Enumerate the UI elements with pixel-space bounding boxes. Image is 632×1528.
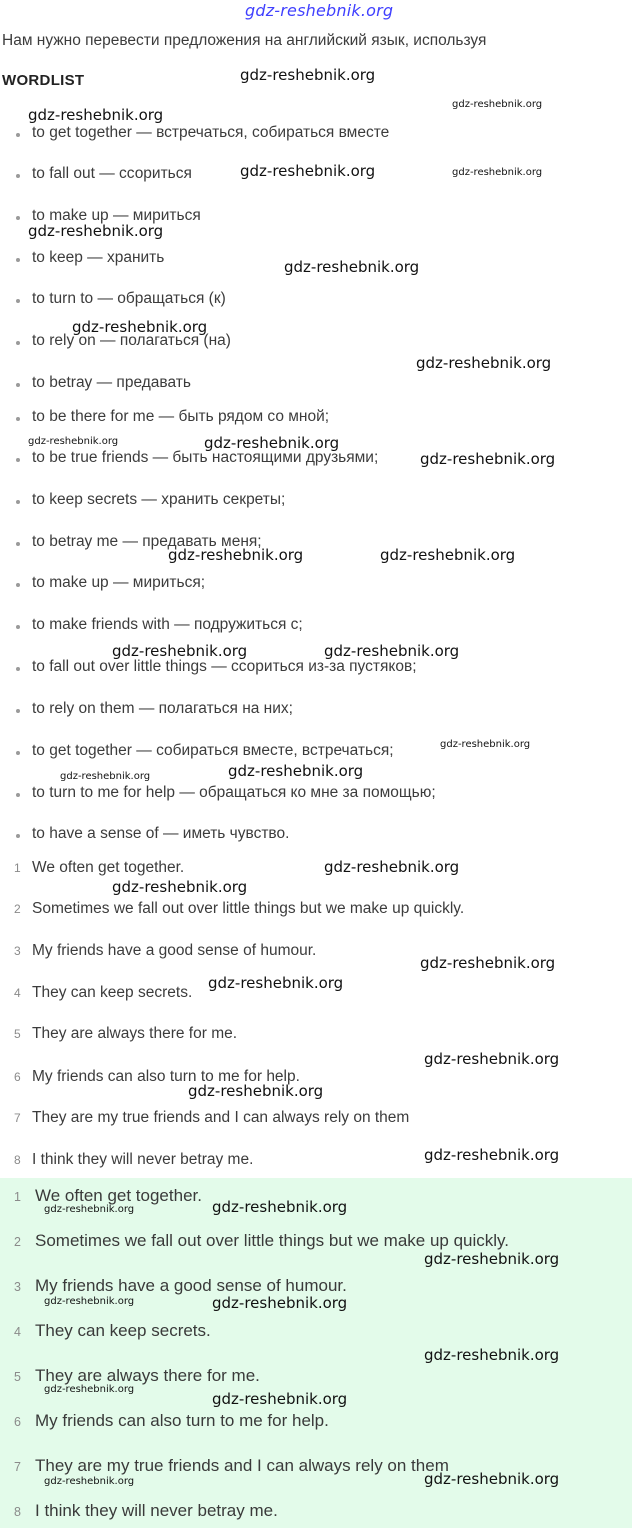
watermark: gdz-reshebnik.org bbox=[72, 318, 208, 336]
watermark: gdz-reshebnik.org bbox=[452, 99, 543, 110]
bullet-icon bbox=[16, 216, 20, 220]
bullet-icon bbox=[16, 133, 20, 137]
wordlist-item: to rely on — полагаться (на) bbox=[16, 330, 231, 352]
watermark: gdz-reshebnik.org bbox=[420, 450, 556, 468]
wordlist-item: to be true friends — быть настоящими друзьями; bbox=[16, 447, 378, 469]
watermark: gdz-reshebnik.org bbox=[380, 546, 516, 564]
watermark: gdz-reshebnik.org bbox=[424, 1146, 560, 1164]
answer-item: 2 Sometimes we fall out over little things but we make up quickly. bbox=[14, 1231, 510, 1250]
watermark: gdz-reshebnik.org bbox=[240, 66, 376, 84]
sentence-item: 5 They are always there for me. bbox=[14, 1025, 238, 1042]
watermark: gdz-reshebnik.org bbox=[44, 1204, 135, 1215]
wordlist-item: to make friends with — подружиться с; bbox=[16, 614, 303, 636]
bullet-icon bbox=[16, 667, 20, 671]
sentence-item: 6 My friends can also turn to me for help. bbox=[14, 1068, 300, 1085]
wordlist-item: to make up — мириться; bbox=[16, 572, 205, 594]
watermark: gdz-reshebnik.org bbox=[424, 1050, 560, 1068]
watermark: gdz-reshebnik.org bbox=[204, 434, 340, 452]
watermark: gdz-reshebnik.org bbox=[324, 858, 460, 876]
watermark: gdz-reshebnik.org bbox=[112, 642, 248, 660]
answer-item: 4 They can keep secrets. bbox=[14, 1321, 211, 1340]
watermark: gdz-reshebnik.org bbox=[452, 167, 543, 178]
bullet-icon bbox=[16, 299, 20, 303]
wordlist-item: to make up — мириться bbox=[16, 205, 201, 227]
watermark: gdz-reshebnik.org bbox=[60, 771, 151, 782]
wordlist-item: to turn to me for help — обращаться ко мне за помощью; bbox=[16, 782, 436, 804]
answer-item: 7 They are my true friends and I can always rely on them bbox=[14, 1456, 449, 1475]
sentence-item: 3 My friends have a good sense of humour. bbox=[14, 942, 317, 959]
sentence-item: 4 They can keep secrets. bbox=[14, 984, 193, 1001]
wordlist-item: to fall out — ссориться bbox=[16, 163, 192, 185]
sentence-item: 7 They are my true friends and I can always rely on them bbox=[14, 1109, 410, 1126]
answer-item: 1 We often get together. bbox=[14, 1186, 202, 1205]
intro-text: Нам нужно перевести предложения на английский язык, используя bbox=[2, 32, 487, 49]
watermark: gdz-reshebnik.org bbox=[44, 1476, 135, 1487]
watermark: gdz-reshebnik.org bbox=[44, 1384, 135, 1395]
wordlist-item: to rely on them — полагаться на них; bbox=[16, 698, 293, 720]
watermark: gdz-reshebnik.org bbox=[420, 954, 556, 972]
wordlist-item: to turn to — обращаться (к) bbox=[16, 288, 226, 310]
sentence-item: 2 Sometimes we fall out over little things but we make up quickly. bbox=[14, 900, 465, 917]
watermark: gdz-reshebnik.org bbox=[284, 258, 420, 276]
watermark: gdz-reshebnik.org bbox=[424, 1346, 560, 1364]
wordlist-item: to get together — встречаться, собираться вместе bbox=[16, 122, 389, 144]
bullet-icon bbox=[16, 542, 20, 546]
wordlist-item: to betray — предавать bbox=[16, 372, 191, 394]
bullet-icon bbox=[16, 417, 20, 421]
bullet-icon bbox=[16, 709, 20, 713]
watermark: gdz-reshebnik.org bbox=[212, 1294, 348, 1312]
sentence-item: 1 We often get together. bbox=[14, 859, 185, 876]
bullet-icon bbox=[16, 793, 20, 797]
bullet-icon bbox=[16, 751, 20, 755]
watermark: gdz-reshebnik.org bbox=[28, 222, 164, 240]
bullet-icon bbox=[16, 341, 20, 345]
wordlist-title: WORDLIST bbox=[2, 72, 85, 89]
watermark: gdz-reshebnik.org bbox=[440, 739, 531, 750]
bullet-icon bbox=[16, 625, 20, 629]
wordlist-item: to fall out over little things — ссориться из-за пустяков; bbox=[16, 656, 417, 678]
watermark: gdz-reshebnik.org bbox=[228, 762, 364, 780]
watermark: gdz-reshebnik.org bbox=[212, 1390, 348, 1408]
bullet-icon bbox=[16, 174, 20, 178]
bullet-icon bbox=[16, 583, 20, 587]
watermark: gdz-reshebnik.org bbox=[112, 878, 248, 896]
watermark: gdz-reshebnik.org bbox=[44, 1296, 135, 1307]
watermark: gdz-reshebnik.org bbox=[188, 1082, 324, 1100]
watermark: gdz-reshebnik.org bbox=[168, 546, 304, 564]
answer-item: 6 My friends can also turn to me for help. bbox=[14, 1411, 329, 1430]
watermark: gdz-reshebnik.org bbox=[208, 974, 344, 992]
watermark: gdz-reshebnik.org bbox=[28, 436, 119, 447]
bullet-icon bbox=[16, 834, 20, 838]
watermark: gdz-reshebnik.org bbox=[28, 106, 164, 124]
bullet-icon bbox=[16, 258, 20, 262]
answer-item: 8 I think they will never betray me. bbox=[14, 1501, 278, 1520]
wordlist-item: to keep — хранить bbox=[16, 247, 164, 269]
wordlist-item: to have a sense of — иметь чувство. bbox=[16, 823, 289, 845]
wordlist-item: to be there for me — быть рядом со мной; bbox=[16, 406, 329, 428]
watermark: gdz-reshebnik.org bbox=[324, 642, 460, 660]
wordlist-item: to betray me — предавать меня; bbox=[16, 531, 262, 553]
sentence-item: 8 I think they will never betray me. bbox=[14, 1151, 254, 1168]
site-header-link[interactable]: gdz-reshebnik.org bbox=[245, 1, 394, 20]
watermark: gdz-reshebnik.org bbox=[424, 1250, 560, 1268]
wordlist-item: to get together — собираться вместе, встречаться; bbox=[16, 740, 394, 762]
watermark: gdz-reshebnik.org bbox=[212, 1198, 348, 1216]
watermark: gdz-reshebnik.org bbox=[424, 1470, 560, 1488]
watermark: gdz-reshebnik.org bbox=[240, 162, 376, 180]
answer-item: 5 They are always there for me. bbox=[14, 1366, 260, 1385]
bullet-icon bbox=[16, 500, 20, 504]
wordlist-item: to keep secrets — хранить секреты; bbox=[16, 489, 285, 511]
bullet-icon bbox=[16, 383, 20, 387]
answer-item: 3 My friends have a good sense of humour. bbox=[14, 1276, 347, 1295]
bullet-icon bbox=[16, 458, 20, 462]
watermark: gdz-reshebnik.org bbox=[416, 354, 552, 372]
